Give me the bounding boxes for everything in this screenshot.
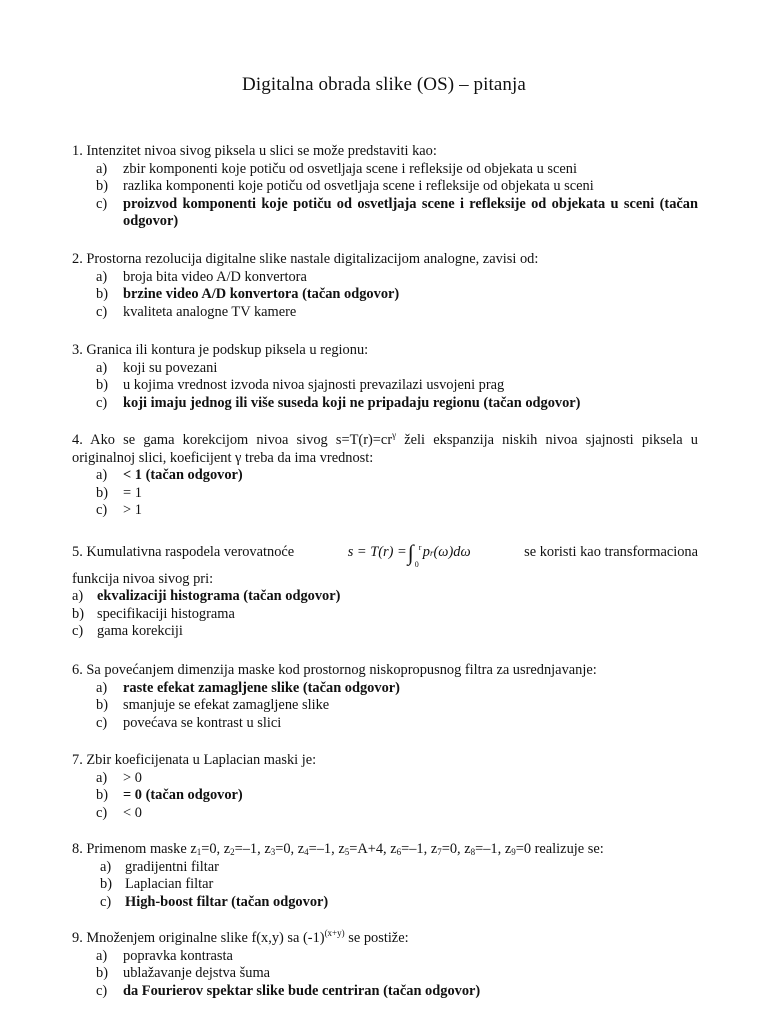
option-c: c) < 0	[96, 804, 142, 821]
question-3	[72, 342, 698, 412]
option-c-correct: c) proizvod komponenti koje potiču od osvetljaja scene i refleksije od objekata u sceni (tačan odgovor)	[96, 195, 698, 230]
mask-coefficients	[190, 841, 531, 857]
option-b: b) specifikaciji histograma	[72, 605, 235, 622]
question-8	[72, 841, 698, 911]
option-c-correct: c) da Fourierov spektar slike bude centriran (tačan odgovor)	[96, 982, 481, 999]
option-c: c) > 1	[96, 502, 142, 519]
question-text: 9. Množenjem originalne slike f(x,y) sa $(-1)^{(x+y)}$ se postiže:	[72, 928, 409, 946]
question-5: 5. Kumulativna raspodela verovatnoće s = T(r) = ∫ r 0 p r (ω)dω se koristi kao transformaciona funkcija nivoa sivog pri: a) ekvalizaciji histograma (tačan odgovor) b) specifikaciji histograma c) gama korekciji	[72, 539, 698, 640]
option-b-correct: b) brzine video A/D konvertora (tačan odgovor)	[96, 286, 400, 303]
option-c: c) gama korekciji	[72, 623, 183, 640]
question-text: 6. Sa povećanjem dimenzija maske kod prostornog niskopropusnog filtra za usrednjavanje:	[72, 662, 597, 678]
option-b: b) ublažavanje dejstva šuma	[96, 965, 271, 982]
option-b: b) smanjuje se efekat zamagljene slike	[96, 697, 330, 714]
mask-coeff-8: $z_8=-1$,	[464, 841, 505, 857]
mask-coeff-2: $z_2=-1$,	[223, 841, 265, 857]
question-text: 8. Primenom maske $z_1=0$, $z_2=-1$, $z_3=0$, $z_4=-1$, $z_5=A+4$, $z_6=-1$, $z_7=0$, $z_8=-1$, $z_9=0$ realizuje se:	[72, 841, 604, 857]
question-text: 1. Intenzitet nivoa sivog piksela u slici se može predstaviti kao:	[72, 143, 437, 159]
question-text: 5. Kumulativna raspodela verovatnoće s = T(r) = ∫ r 0 p r (ω)dω se koristi kao transformaciona	[72, 539, 698, 569]
option-a-correct: a) raste efekat zamagljene slike (tačan odgovor)	[96, 679, 400, 696]
question-text: 3. Granica ili kontura je podskup piksela u regionu:	[72, 342, 369, 358]
question-2	[72, 251, 698, 321]
integral-sign: ∫ r 0	[407, 539, 422, 569]
option-b-correct: b) = 0 (tačan odgovor)	[96, 787, 243, 804]
question-text: 7. Zbir koeficijenata u Laplacian maski je:	[72, 752, 317, 768]
option-c-correct: c) High-boost filtar (tačan odgovor)	[100, 893, 329, 910]
mask-coeff-4: $z_4=-1$,	[297, 841, 339, 857]
option-a: a) zbir komponenti koje potiču od osvetljaja scene i refleksije od objekata u sceni	[96, 160, 577, 177]
option-c: c) kvaliteta analogne TV kamere	[96, 303, 297, 320]
option-a-correct: a) < 1 (tačan odgovor)	[96, 467, 243, 484]
option-b: b) Laplacian filtar	[100, 876, 214, 893]
cdf-formula: s = T(r) = ∫ r 0 p r (ω)dω	[347, 539, 471, 569]
question-text: 2. Prostorna rezolucija digitalne slike nastale digitalizacijom analogne, zavisi od:	[72, 251, 539, 267]
mask-coeff-9: $z_9=0$	[504, 841, 532, 857]
option-c-correct: c) koji imaju jednog ili više suseda koji ne pripadaju regionu (tačan odgovor)	[96, 394, 581, 411]
question-1	[72, 143, 698, 231]
option-a: a) > 0	[96, 769, 142, 786]
option-b: b) = 1	[96, 484, 142, 501]
option-a: a) popravka kontrasta	[96, 947, 233, 964]
option-c: c) povećava se kontrast u slici	[96, 714, 282, 731]
question-7	[72, 752, 698, 822]
option-b: b) u kojima vrednost izvoda nivoa sjajnosti prevazilazi usvojeni prag	[96, 377, 505, 394]
mask-coeff-7: $z_7=0$,	[430, 841, 465, 857]
question-4	[72, 432, 698, 520]
page-title: Digitalna obrada slike (OS) – pitanja	[242, 74, 526, 95]
mask-coeff-1: $z_1=0$,	[190, 841, 224, 857]
mask-coeff-5: $z_5=A+4$,	[338, 841, 391, 857]
mask-coeff-6: $z_6=-1$,	[390, 841, 431, 857]
option-a: a) koji su povezani	[96, 359, 218, 376]
question-6	[72, 662, 698, 732]
question-text: 4. Ako se gama korekcijom nivoa sivog $s=T(r)=cr^\gamma$ želi ekspanzija niskih nivoa sjajnosti piksela u originalnoj slici, koeficijent γ treba da ima vrednost:	[72, 430, 698, 466]
option-b: b) razlika komponenti koje potiču od osvetljaja scene i refleksije od objekata u sceni	[96, 178, 594, 195]
mask-coeff-3: $z_3=0$,	[264, 841, 298, 857]
option-a-correct: a) ekvalizaciji histograma (tačan odgovor)	[72, 588, 341, 605]
option-a: a) broja bita video A/D konvertora	[96, 268, 307, 285]
option-a: a) gradijentni filtar	[100, 858, 219, 875]
question-9	[72, 930, 698, 1000]
